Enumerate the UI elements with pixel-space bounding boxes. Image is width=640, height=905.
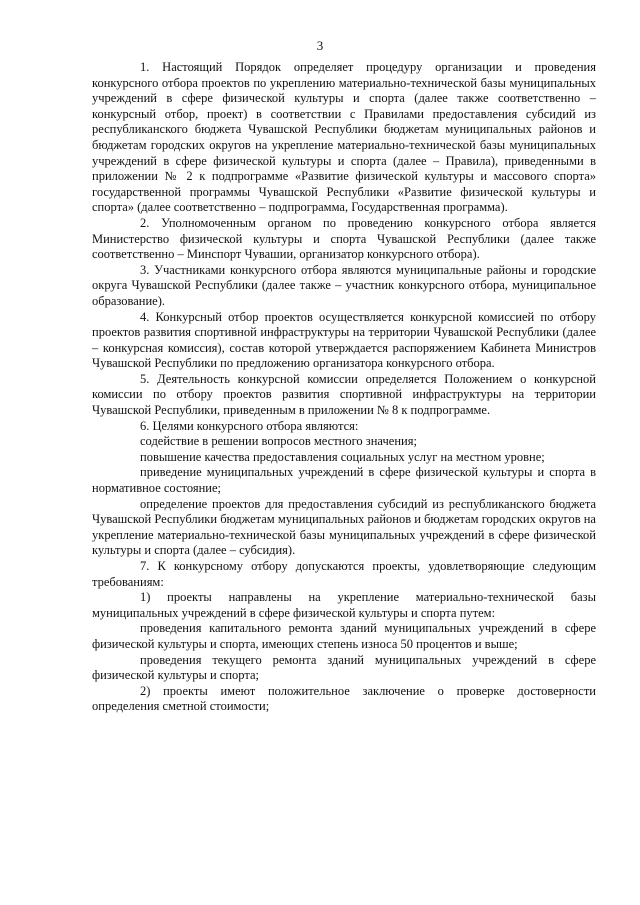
- paragraph: проведения текущего ремонта зданий муниципальных учреждений в сфере физической культуры и спорта;: [92, 652, 596, 683]
- paragraph: приведение муниципальных учреждений в сфере физической культуры и спорта в нормативное состояние;: [92, 465, 596, 496]
- paragraph: 2. Уполномоченным органом по проведению конкурсного отбора является Министерство физической культуры и спорта Чувашской Республики (далее также соответственно – Минспорт Чувашии, организатор конкурсного отбора).: [92, 215, 596, 262]
- page-number: 3: [316, 38, 324, 53]
- paragraph: 6. Целями конкурсного отбора являются:: [140, 418, 359, 433]
- paragraph: 5. Деятельность конкурсной комиссии определяется Положением о конкурсной комиссии по отбору проектов развития спортивной инфраструктуры на территории Чувашской Республики, приведенным в приложении № 8 к подпрограмме.: [92, 371, 596, 418]
- paragraph: 3. Участниками конкурсного отбора являются муниципальные районы и городские округа Чувашской Республики (далее также – участник конкурсного отбора, муниципальное образование).: [92, 262, 596, 308]
- paragraph: определение проектов для предоставления субсидий из республиканского бюджета Чувашской Республики бюджетам муниципальных районов и бюджетам городских округов на укрепление материально-технической базы муниципальных учреждений в сфере физической культуры и спорта (далее – субсидия).: [92, 496, 596, 558]
- body-text: [92, 60, 596, 715]
- paragraph: 1. Настоящий Порядок определяет процедуру организации и проведения конкурсного отбора проектов по укреплению материально-технической базы муниципальных учреждений в сфере физической культуры и спорта (далее также соответственно – конкурсный отбор, проект) в соответствии с Правилами предоставления субсидий из республиканского бюджета Чувашской Республики бюджетам муниципальных районов и бюджетам городских округов на укрепление материально-технической базы муниципальных учреждений в сфере физической культуры и спорта (далее – Правила), приведенными в приложении № 2 к подпрограмме «Развитие физической культуры и массового спорта» государственной программы Чувашской Республики «Развитие физической культуры и спорта» (далее соответственно – подпрограмма, Государственная программа).: [92, 60, 596, 215]
- paragraph: содействие в решении вопросов местного значения;: [140, 434, 417, 449]
- paragraph: 1) проекты направлены на укрепление материально-технической базы муниципальных учреждений в сфере физической культуры и спорта путем:: [92, 590, 596, 620]
- paragraph: повышение качества предоставления социальных услуг на местном уровне;: [140, 449, 545, 464]
- paragraph: проведения капитального ремонта зданий муниципальных учреждений в сфере физической культуры и спорта, имеющих степень износа 50 процентов и выше;: [92, 621, 596, 651]
- paragraph: 4. Конкурсный отбор проектов осуществляется конкурсной комиссией по отбору проектов развития спортивной инфраструктуры на территории Чувашской Республики (далее – конкурсная комиссия), состав которой утверждается распоряжением Кабинета Министров Чувашской Республики по предложению организатора конкурсного отбора.: [92, 309, 596, 371]
- paragraph: 7. К конкурсному отбору допускаются проекты, удовлетворяющие следующим требованиям:: [92, 559, 596, 589]
- paragraph: 2) проекты имеют положительное заключение о проверке достоверности определения сметной стоимости;: [92, 683, 596, 714]
